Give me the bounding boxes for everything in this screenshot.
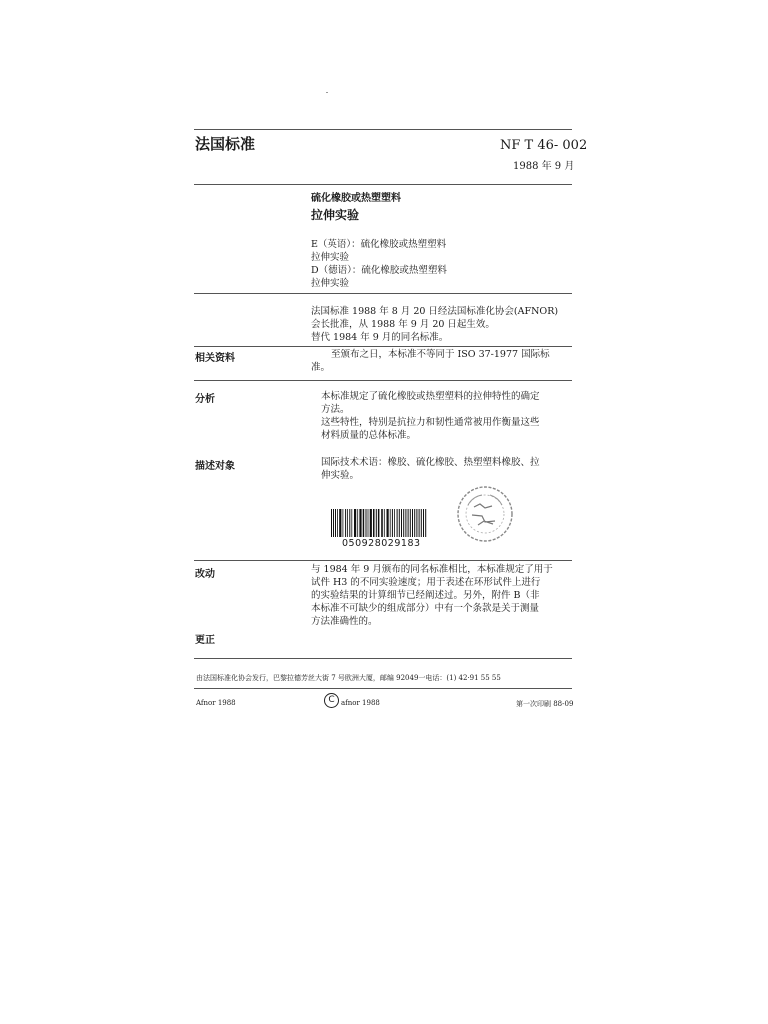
footer-rule-top <box>194 658 572 659</box>
related-text <box>311 348 550 374</box>
barcode-bar <box>347 509 348 537</box>
analysis-line: 方法。 <box>321 404 350 415</box>
changes-label: 改动 <box>195 569 215 580</box>
changes-line: 与 1984 年 9 月颁布的同名标准相比，本标准规定了用于 <box>311 564 553 575</box>
correction-label: 更正 <box>195 635 215 646</box>
barcode-bar <box>349 509 350 537</box>
barcode-bar <box>370 509 372 537</box>
analysis-line: 这些特性，特别是抗拉力和韧性通常被用作衡量这些 <box>321 417 540 428</box>
barcode-image <box>330 509 430 537</box>
related-line: 至颁布之日，本标准不等同于 ISO 37-1977 国际标 <box>331 349 550 360</box>
translations-block <box>311 238 447 290</box>
related-label: 相关资料 <box>195 353 235 364</box>
barcode-bar <box>339 509 341 537</box>
barcode-bar <box>401 509 402 537</box>
analysis-text <box>321 390 540 442</box>
approval-line: 法国标准 1988 年 8 月 20 日经法国标准化协会(AFNOR) <box>311 306 559 317</box>
standard-date: 1988 年 9 月 <box>513 161 575 172</box>
barcode-bar <box>363 509 365 537</box>
barcode-bar <box>345 509 346 537</box>
barcode-bar <box>333 509 334 537</box>
barcode-bar <box>421 509 422 537</box>
copyright-symbol: C <box>324 693 339 708</box>
footer-rule-bottom <box>194 688 572 689</box>
analysis-line: 材料质量的总体标准。 <box>321 430 417 441</box>
barcode-bar <box>425 509 426 537</box>
footer-right: 第一次印刷 88-09 <box>516 700 574 708</box>
related-rule <box>194 380 572 381</box>
approval-block <box>311 305 558 344</box>
barcode-bar <box>351 509 352 537</box>
barcode-bar <box>390 509 391 537</box>
footer-left: Afnor 1988 <box>196 699 236 707</box>
barcode-bar <box>414 509 415 537</box>
barcode-bar <box>378 509 380 537</box>
changes-line: 试件 H3 的不同实验速度；用于表述在环形试件上进行 <box>311 577 541 588</box>
barcode-bar <box>394 509 395 537</box>
approval-rule <box>194 346 572 347</box>
approval-line: 替代 1984 年 9 月的同名标准。 <box>311 332 449 343</box>
barcode-bar <box>359 509 361 537</box>
barcode-bar <box>416 509 417 537</box>
descriptor-label: 描述对象 <box>195 461 235 472</box>
header-rule <box>194 184 572 185</box>
barcode-bar <box>397 509 398 537</box>
changes-text <box>311 563 553 628</box>
barcode-bar <box>387 509 389 537</box>
barcode-bar <box>399 509 400 537</box>
footer-center: afnor 1988 <box>341 699 380 707</box>
barcode-bar <box>412 509 413 537</box>
changes-line: 的实验结果的计算细节已经阐述过。另外，附件 B（非 <box>311 590 540 601</box>
changes-line: 方法准确性的。 <box>311 616 378 627</box>
barcode-bar <box>423 509 424 537</box>
barcode-bar <box>354 509 356 537</box>
subject-line-2: 拉伸实验 <box>311 208 360 222</box>
barcode-bar <box>408 509 409 537</box>
translation-line: 拉伸实验 <box>311 252 350 263</box>
standard-code: NF T 46- 002 <box>500 138 588 153</box>
barcode-bar <box>410 509 411 537</box>
top-rule <box>194 129 572 130</box>
barcode-bar <box>368 509 369 537</box>
barcode-bar <box>366 509 367 537</box>
translations-rule <box>194 293 572 294</box>
publisher-info: 由法国标准化协会发行，巴黎拉德芳丝大街 7 号欧洲大厦，邮编 92049一电话：(1) 42·91 55 55 <box>196 674 501 682</box>
approval-line: 会长批准，从 1988 年 9 月 20 日起生效。 <box>311 319 495 330</box>
barcode-bar <box>357 509 358 537</box>
translation-line: 拉伸实验 <box>311 278 350 289</box>
analysis-line: 本标准规定了硫化橡胶或热塑塑料的拉伸特性的确定 <box>321 391 540 402</box>
descriptor-line: 国际技术术语：橡胶、硫化橡胶、热塑塑料橡胶、拉 <box>321 457 540 468</box>
barcode-number: 050928029183 <box>342 538 421 549</box>
barcode-bar <box>384 509 385 537</box>
library-stamp-seal <box>456 485 514 543</box>
barcode-bar <box>335 509 336 537</box>
scan-speck <box>326 92 328 93</box>
barcode-bar <box>376 509 377 537</box>
translation-line: E（英语）：硫化橡胶或热塑塑料 <box>311 239 447 250</box>
changes-line: 本标准不可缺少的组成部分）中有一个条款是关于测量 <box>311 603 540 614</box>
barcode-bar <box>373 509 375 537</box>
related-line: 准。 <box>311 362 331 373</box>
barcode-bar <box>392 509 393 537</box>
barcode-bar <box>381 509 383 537</box>
standard-type-title: 法国标准 <box>195 135 256 153</box>
barcode-bar <box>419 509 420 537</box>
descriptor-text <box>321 456 540 482</box>
translation-line: D（德语）：硫化橡胶或热塑塑料 <box>311 265 447 276</box>
barcode-bar <box>331 509 332 537</box>
descriptor-line: 伸实验。 <box>321 470 360 481</box>
barcode-bar <box>343 509 344 537</box>
subject-line-1: 硫化橡胶或热塑塑料 <box>311 193 401 204</box>
barcode-bar <box>405 509 406 537</box>
analysis-label: 分析 <box>195 394 215 405</box>
barcode-bar <box>337 509 338 537</box>
barcode-bar <box>403 509 404 537</box>
descriptor-rule <box>194 560 572 561</box>
